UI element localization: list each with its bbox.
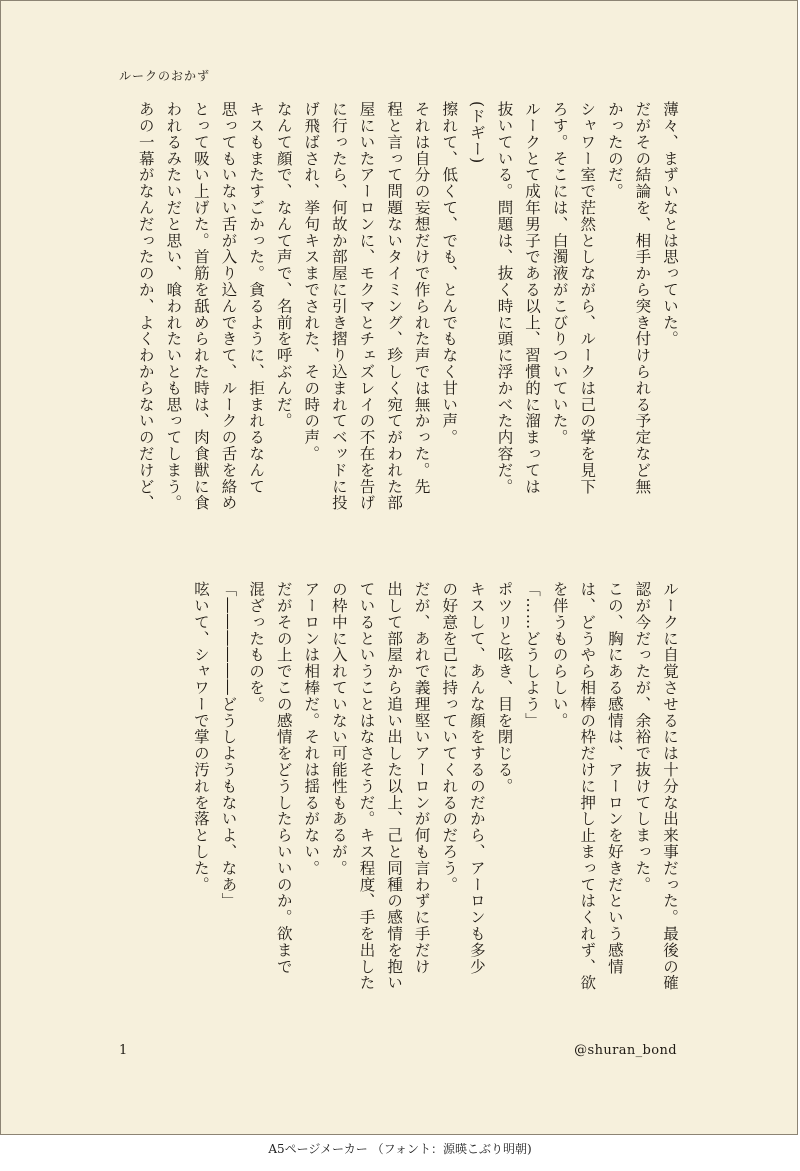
lower-text-column: ているということはなさそうだ。キス程度、手を出した <box>357 581 376 991</box>
upper-text-column: 薄々、まずいなとは思っていた。 <box>661 101 679 347</box>
lower-text-column: ポツリと呟き、目を閉じる。 <box>495 581 514 795</box>
upper-text-column: あの一幕がなんだったのか、よくわからないのだけど、 <box>136 101 155 511</box>
lower-text-column: アーロンは相棒だ。それは揺るがない。 <box>302 581 321 877</box>
lower-text-column: 「……どうしよう」 <box>523 581 542 729</box>
upper-text-column: げ飛ばされ、挙句キスまでされた、その時の声。 <box>302 101 321 462</box>
upper-text-column: なんて顔で、なんて声で、名前を呼ぶんだ。 <box>274 101 293 429</box>
upper-text-column: とって吸い上げた。首筋を舐められた時は、肉食獣に食 <box>191 101 210 511</box>
upper-text-column: (ドギー) <box>467 101 486 165</box>
lower-text-column: だが、あれで義理堅いアーロンが何も言わずに手だけ <box>412 581 431 975</box>
lower-text-column: 呟いて、シャワーで掌の汚れを落とした。 <box>191 581 210 893</box>
upper-text-column: シャワー室で茫然としながら、ルークは己の掌を見下 <box>578 101 597 495</box>
lower-text-column: だがその上でこの感情をどうしたらいいのか。欲まで <box>274 581 293 975</box>
author-handle: @shuran_bond <box>574 1043 677 1058</box>
lower-text-column: この、胸にある感情は、アーロンを好きだという感情 <box>605 581 624 975</box>
lower-text-column: の好意を己に持っていてくれるのだろう。 <box>440 581 459 893</box>
upper-text-column: 抜いている。問題は、抜く時に頭に浮かべた内容だ。 <box>495 101 514 495</box>
upper-text-column: 程と言って問題ないタイミング、珍しく宛てがわれた部 <box>385 101 404 511</box>
running-header: ルークのおかず <box>119 69 211 83</box>
page-number: 1 <box>119 1043 128 1058</box>
lower-text-column: の枠中に入れていない可能性もあるが。 <box>329 581 348 877</box>
lower-text-column: 「――――――どうしようもないよ、なあ」 <box>219 581 238 909</box>
body-text-upper <box>131 101 683 563</box>
lower-text-column: を伴うものらしい。 <box>550 581 569 729</box>
upper-text-column: われるみたいだと思い、喰われたいとも思ってしまう。 <box>164 101 183 511</box>
upper-text-column: それは自分の妄想だけで作られた声では無かった。先 <box>412 101 431 495</box>
upper-text-column: ルークとて成年男子である以上、習慣的に溜まっては <box>523 101 542 495</box>
upper-text-column: 屋にいたアーロンに、モクマとチェズレイの不在を告げ <box>357 101 376 511</box>
lower-text-column: キスして、あんな顔をするのだから、アーロンも多少 <box>467 581 486 975</box>
lower-text-column: ルークに自覚させるには十分な出来事だった。最後の確 <box>661 581 679 991</box>
lower-text-column: 混ざったものを。 <box>247 581 266 713</box>
upper-text-column: だがその結論を、相手から突き付けられる予定など無 <box>633 101 652 495</box>
lower-text-column: は、どうやら相棒の枠だけに押し止まってはくれず、欲 <box>578 581 597 991</box>
footer-caption: A5ページメーカー （フォント：源暎こぶり明朝) <box>268 1142 532 1156</box>
upper-text-column: ろす。そこには、白濁液がこびりついていた。 <box>550 101 569 446</box>
lower-text-column: 出して部屋から追い出した以上、己と同種の感情を抱い <box>385 581 404 991</box>
upper-text-column: に行ったら、何故か部屋に引き摺り込まれてベッドに投 <box>329 101 348 511</box>
lower-text-column: 認が今だったが、余裕で抜けてしまった。 <box>633 581 652 893</box>
upper-text-column: 擦れて、低くて、でも、とんでもなく甘い声。 <box>440 101 459 446</box>
upper-text-column: 思ってもいない舌が入り込んできて、ルークの舌を絡め <box>219 101 238 511</box>
upper-text-column: キスもまたすごかった。貪るように、拒まれるなんて <box>247 101 266 495</box>
upper-text-column: かったのだ。 <box>605 101 624 200</box>
body-text-lower <box>186 581 683 1043</box>
